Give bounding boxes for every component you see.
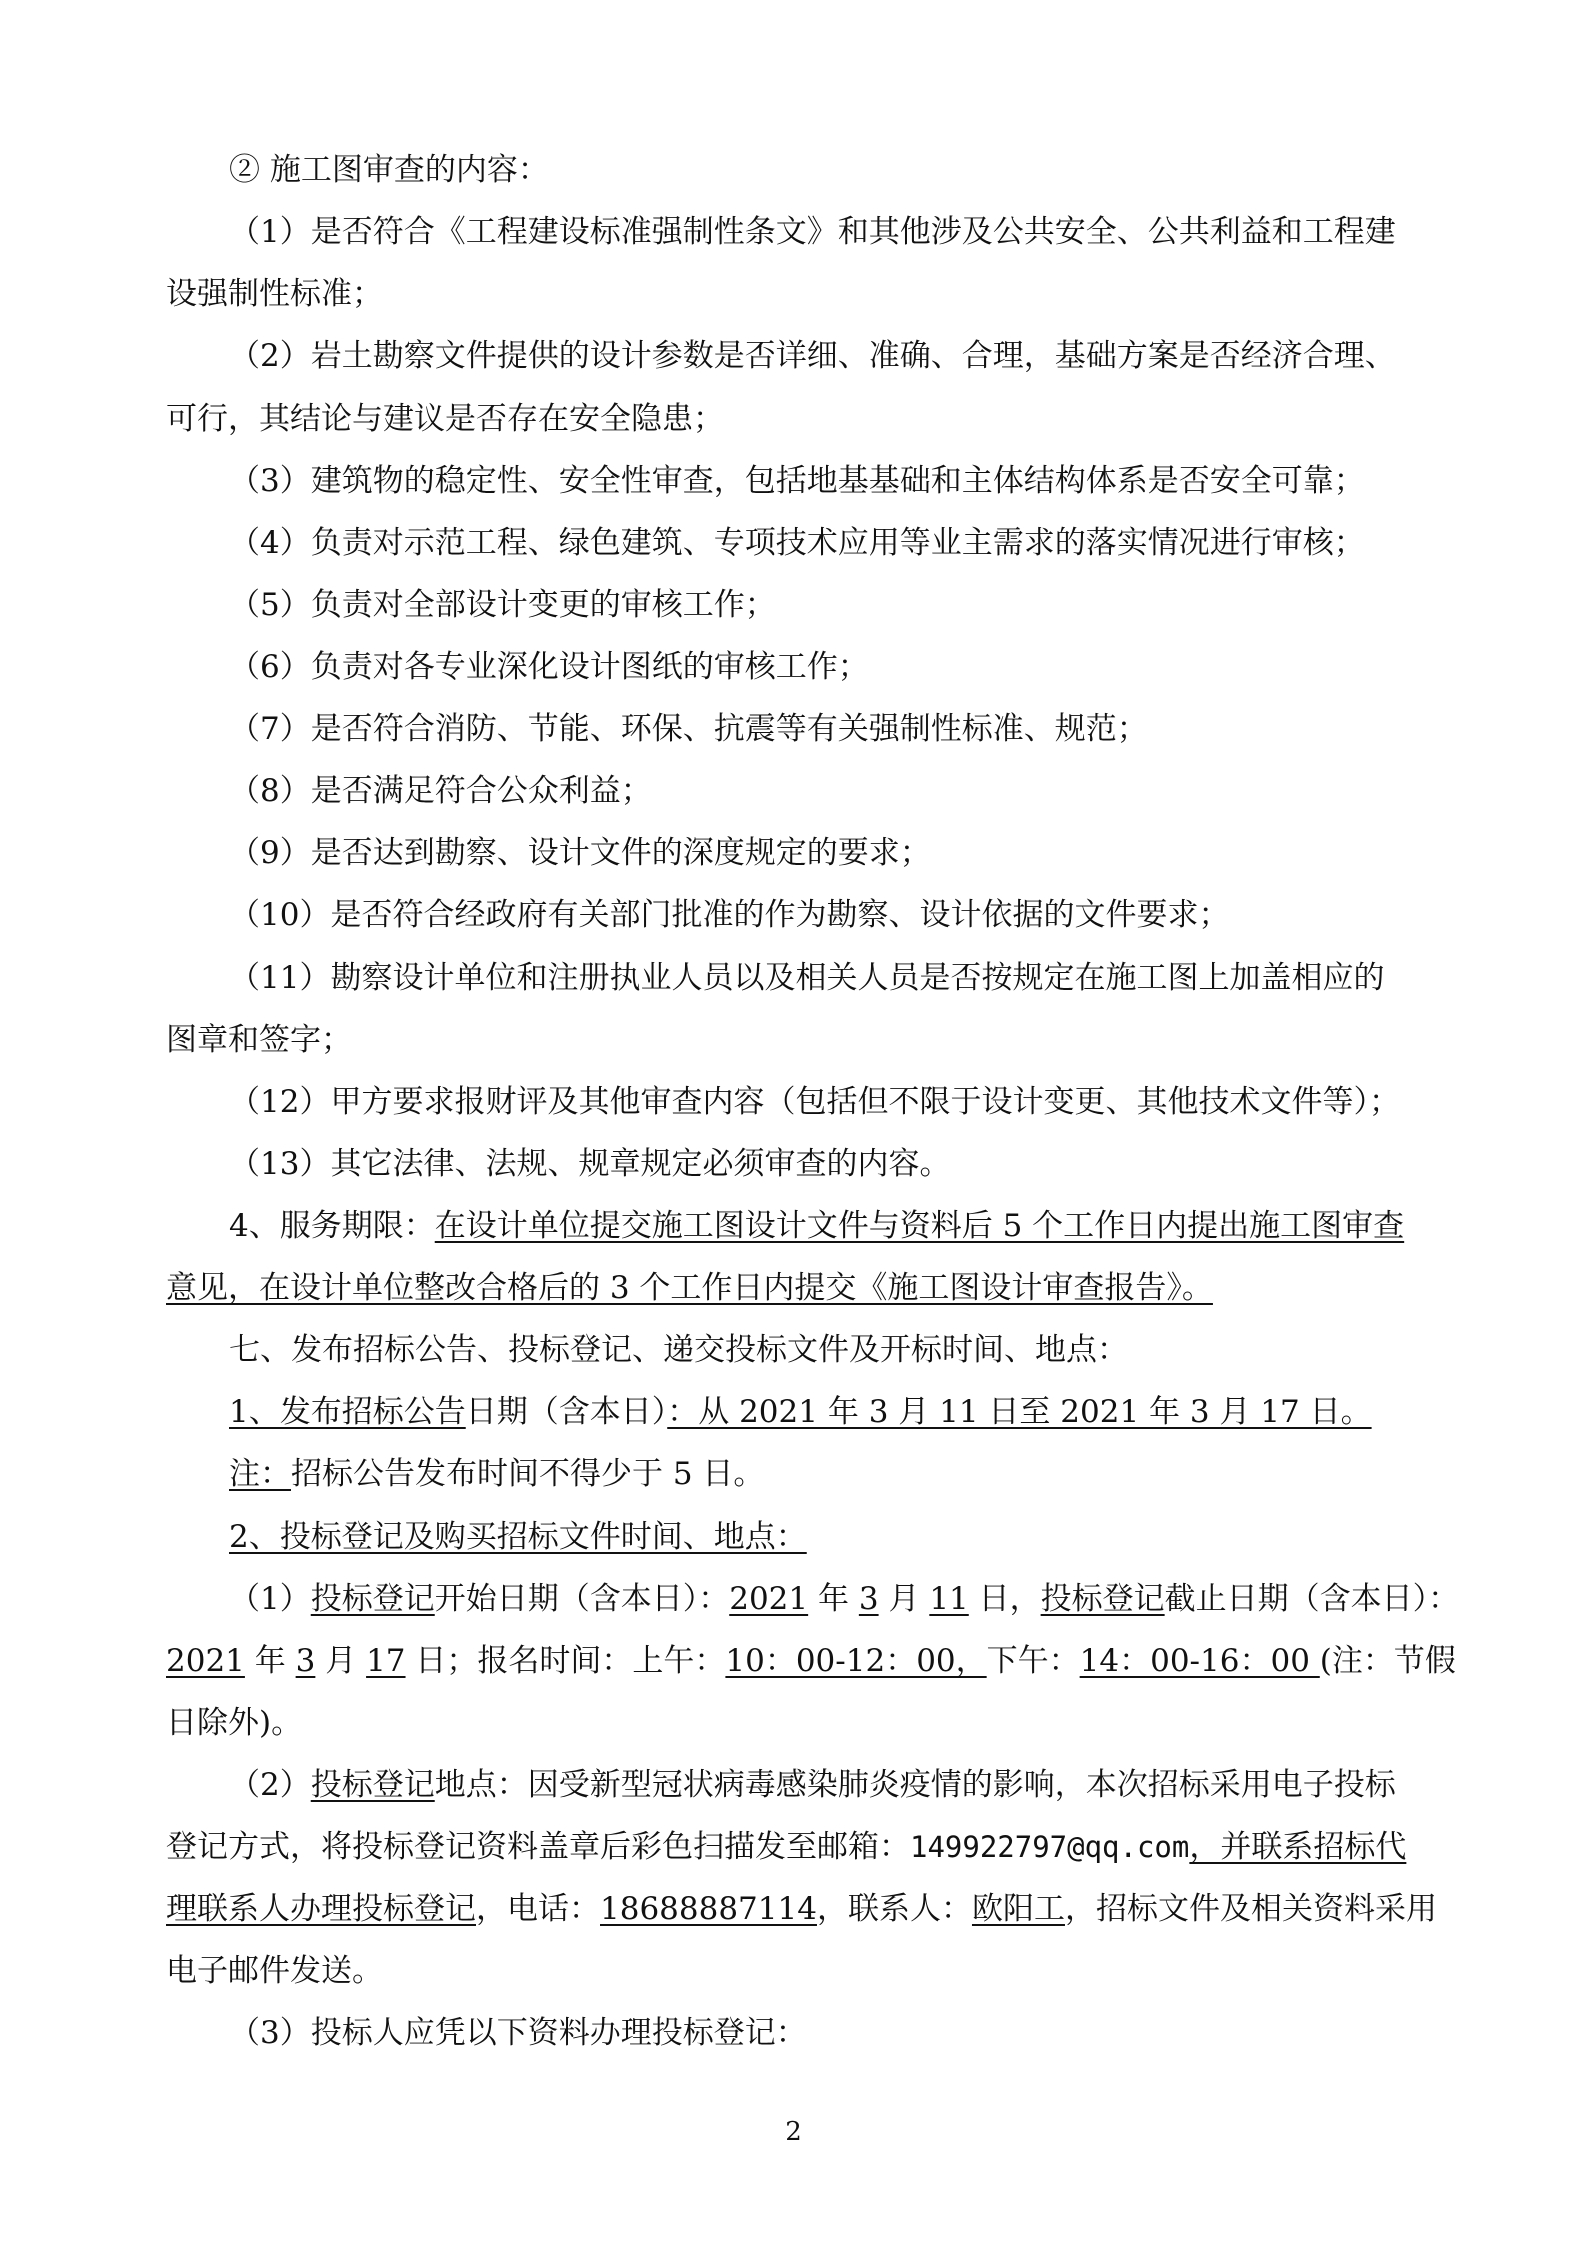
registration-dates-line-2 bbox=[166, 1629, 1456, 1693]
registration-place-line-2 bbox=[166, 1815, 1406, 1879]
review-item-7: （7）是否符合消防、节能、环保、抗震等有关强制性标准、规范； bbox=[229, 711, 1148, 747]
registration-dates-line-1 bbox=[229, 1567, 1459, 1631]
underlined-run: 11 bbox=[929, 1581, 969, 1617]
registration-heading-text: 2、投标登记及购买招标文件时间、地点： bbox=[229, 1519, 807, 1555]
underlined-run: 3 bbox=[858, 1581, 879, 1617]
section-7-heading: 七、发布招标公告、投标登记、递交投标文件及开标时间、地点： bbox=[229, 1332, 1128, 1368]
registration-docs-line: （3）投标人应凭以下资料办理投标登记： bbox=[229, 2015, 807, 2051]
text-run: 地点：因受新型冠状病毒感染肺炎疫情的影响，本次招标采用电子投标 bbox=[434, 1767, 1396, 1803]
review-item-2: （2）岩土勘察文件提供的设计参数是否详细、准确、合理，基础方案是否经济合理、 bbox=[229, 338, 1396, 374]
registration-place-line-3 bbox=[166, 1877, 1437, 1941]
note-label: 注： bbox=[229, 1456, 291, 1492]
underlined-run: 10：00-12：00， bbox=[725, 1643, 987, 1679]
review-item-6: （6）负责对各专业深化设计图纸的审核工作； bbox=[229, 649, 869, 685]
text-run: 截止日期（含本日）： bbox=[1164, 1581, 1460, 1617]
underlined-run: 2021 bbox=[729, 1581, 809, 1617]
review-item-11-cont: 图章和签字； bbox=[166, 1022, 352, 1058]
underlined-run: 理联系人办理投标登记 bbox=[166, 1891, 476, 1927]
review-item-5: （5）负责对全部设计变更的审核工作； bbox=[229, 587, 776, 623]
text-run: 日；报名时间：上午： bbox=[405, 1643, 726, 1679]
review-item-3: （3）建筑物的稳定性、安全性审查，包括地基基础和主体结构体系是否安全可靠； bbox=[229, 463, 1365, 499]
service-period-label: 4、服务期限： bbox=[229, 1208, 435, 1244]
service-period-line-2 bbox=[166, 1256, 1213, 1320]
text-run: 月 bbox=[315, 1643, 367, 1679]
underlined-run: 投标登记 bbox=[310, 1581, 435, 1617]
review-item-1: （1）是否符合《工程建设标准强制性条文》和其他涉及公共安全、公共利益和工程建 bbox=[229, 214, 1396, 250]
review-item-1-cont: 设强制性标准； bbox=[166, 276, 383, 312]
underlined-run: 投标登记 bbox=[1040, 1581, 1165, 1617]
service-period-line-1 bbox=[229, 1194, 1404, 1258]
contact-email[interactable]: 149922797@qq.com bbox=[910, 1830, 1190, 1864]
service-period-text-cont: 意见，在设计单位整改合格后的 3 个工作日内提交《施工图设计审查报告》。 bbox=[166, 1270, 1213, 1306]
review-item-8: （8）是否满足符合公众利益； bbox=[229, 773, 652, 809]
publication-mid: 日期（含本日） bbox=[465, 1394, 668, 1430]
publication-dates bbox=[229, 1380, 1372, 1444]
publication-range: ：从 2021 年 3 月 11 日至 2021 年 3 月 17 日。 bbox=[667, 1394, 1372, 1430]
service-period-text: 在设计单位提交施工图设计文件与资料后 5 个工作日内提出施工图审查 bbox=[434, 1208, 1405, 1244]
registration-place-line-4: 电子邮件发送。 bbox=[166, 1953, 383, 1989]
review-item-10: （10）是否符合经政府有关部门批准的作为勘察、设计依据的文件要求； bbox=[229, 897, 1230, 933]
text-run: 开始日期（含本日）： bbox=[434, 1581, 730, 1617]
text-run: ，招标文件及相关资料采用 bbox=[1064, 1891, 1437, 1927]
review-item-11: （11）勘察设计单位和注册执业人员以及相关人员是否按规定在施工图上加盖相应的 bbox=[229, 960, 1385, 996]
underlined-run: 2021 bbox=[166, 1643, 245, 1679]
underlined-run: 投标登记 bbox=[310, 1767, 435, 1803]
underlined-run: 17 bbox=[366, 1643, 406, 1679]
text-run: （1） bbox=[229, 1581, 311, 1617]
registration-place-line-1 bbox=[229, 1753, 1396, 1817]
registration-dates-line-3: 日除外)。 bbox=[166, 1705, 303, 1741]
review-item-2-cont: 可行，其结论与建议是否存在安全隐患； bbox=[166, 401, 724, 437]
registration-heading bbox=[229, 1505, 807, 1569]
text-run: 下午： bbox=[986, 1643, 1080, 1679]
publication-note bbox=[229, 1442, 764, 1506]
review-item-9: （9）是否达到勘察、设计文件的深度规定的要求； bbox=[229, 835, 931, 871]
text-run: (注：节假 bbox=[1319, 1643, 1456, 1679]
underlined-run: 3 bbox=[295, 1643, 316, 1679]
underlined-run: ，并联系招标代 bbox=[1189, 1829, 1407, 1865]
text-run: 登记方式，将投标登记资料盖章后彩色扫描发至邮箱： bbox=[166, 1829, 910, 1865]
text-run: ，电话： bbox=[476, 1891, 600, 1927]
review-item-4: （4）负责对示范工程、绿色建筑、专项技术应用等业主需求的落实情况进行审核； bbox=[229, 525, 1365, 561]
text-run: 年 bbox=[244, 1643, 296, 1679]
page-number: 2 bbox=[785, 2117, 802, 2147]
review-heading: ② 施工图审查的内容： bbox=[229, 152, 549, 188]
review-item-12: （12）甲方要求报财评及其他审查内容（包括但不限于设计变更、其他技术文件等）； bbox=[229, 1084, 1400, 1120]
text-run: 日， bbox=[968, 1581, 1041, 1617]
publication-label: 1、发布招标公告 bbox=[229, 1394, 466, 1430]
contact-person: 欧阳工 bbox=[971, 1891, 1065, 1927]
review-item-13: （13）其它法律、法规、规章规定必须审查的内容。 bbox=[229, 1146, 951, 1182]
text-run: （2） bbox=[229, 1767, 311, 1803]
note-text: 招标公告发布时间不得少于 5 日。 bbox=[291, 1456, 765, 1492]
text-run: 年 bbox=[808, 1581, 859, 1617]
underlined-run: 14：00-16：00 bbox=[1079, 1643, 1320, 1679]
text-run: 月 bbox=[878, 1581, 930, 1617]
text-run: ，联系人： bbox=[816, 1891, 972, 1927]
contact-phone: 18688887114 bbox=[600, 1891, 817, 1927]
